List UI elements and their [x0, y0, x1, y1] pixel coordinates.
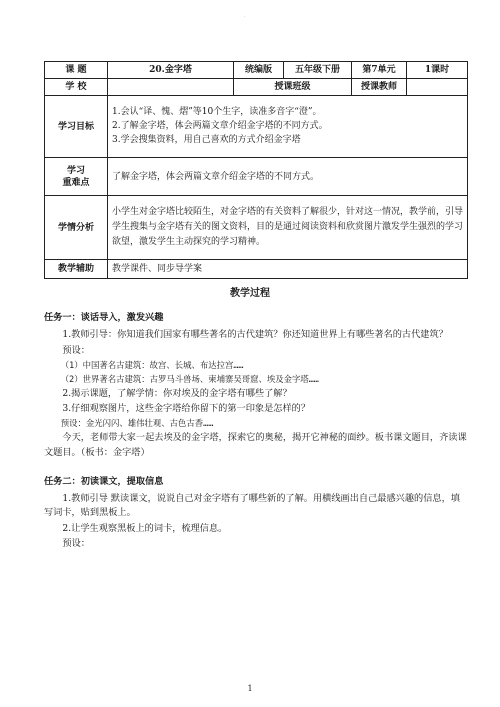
grade: 五年级下册	[284, 62, 352, 79]
label-teacher: 授课教师	[352, 79, 407, 96]
label-class: 授课班级	[234, 79, 352, 96]
task1-preset-item: （1）中国著名古建筑：故宫、长城、布达拉宫……	[60, 359, 244, 370]
label-topic: 课 题	[45, 62, 108, 79]
label-key-points-line1: 学习	[66, 165, 85, 176]
process-title: 教学过程	[230, 288, 270, 299]
label-key-points	[45, 158, 108, 196]
task1-preset-item: 预设：金光闪闪、雄伟壮观、古色古香……	[60, 418, 214, 429]
lesson-info-table	[44, 61, 468, 279]
unit: 第7单元	[352, 62, 407, 79]
label-aids: 教学辅助	[45, 260, 108, 279]
row-school	[45, 79, 468, 96]
page-number: 1	[247, 684, 253, 693]
process-body	[44, 305, 467, 552]
row-aids	[45, 260, 468, 279]
label-analysis: 学情分析	[45, 196, 108, 260]
analysis-content: 小学生对金字塔比较陌生，对金字塔的有关资料了解很少，针对这一情况，教学前，引导学生搜集与金字塔有关的图文资料，目的是通过阅读资料和欣赏图片激发学生强烈的学习欲望，激发学生主动探究的学习精神。	[108, 196, 468, 260]
task1-paragraph: 1.教师引导：你知道我们国家有哪些著名的古代建筑？你还知道世界上有哪些著名的古代建筑？	[62, 329, 448, 341]
task1-paragraph: 今天，老师带大家一起去埃及的金字塔，探索它的奥秘，揭开它神秘的面纱。板书课文题目，齐读课文题目。（板书：金字塔）	[44, 432, 467, 458]
task1-preset-item: （2）世界著名古建筑：古罗马斗兽场、柬埔寨吴哥窟、埃及金字塔……	[60, 373, 319, 384]
task2-paragraph: 1.教师引导 默读课文，说说自己对金字塔有了哪些新的了解。用横线画出自己最感兴趣的信息，填写词卡，贴到黑板上。	[44, 493, 460, 519]
goal-item: 3.学会搜集资料，用自己喜欢的方式介绍金字塔	[112, 134, 301, 145]
goal-item: 2.了解金字塔，体会两篇文章介绍金字塔的不同方式。	[112, 120, 328, 131]
label-school: 学 校	[45, 79, 108, 96]
task1-title: 任务一：谈话导入，激发兴趣	[44, 312, 164, 323]
task1-paragraph: 2.揭示课题，了解学情：你对埃及的金字塔有哪些了解？	[62, 387, 292, 399]
task2-title: 任务二：初读课文，提取信息	[44, 475, 164, 487]
aids-content: 教学课件、同步导学案	[108, 260, 468, 279]
goals-content	[108, 96, 468, 158]
lesson-title: 20.金字塔	[108, 62, 234, 79]
label-goals: 学习目标	[45, 96, 108, 158]
task1-preset-label: 预设：	[62, 344, 90, 356]
goal-item: 1.会认“译、愧、熠”等10个生字，读准多音字“澄”。	[112, 106, 322, 117]
page-top-mark: ·	[244, 14, 246, 20]
row-topic	[45, 62, 468, 79]
row-key-points	[45, 158, 468, 196]
class-hours: 1课时	[407, 62, 468, 79]
key-points-content: 了解金字塔，体会两篇文章介绍金字塔的不同方式。	[108, 158, 468, 196]
task1-paragraph: 3.仔细观察图片，这些金字塔给你留下的第一印象是怎样的？	[62, 403, 311, 415]
label-key-points-line2: 重难点	[62, 177, 90, 188]
row-goals	[45, 96, 468, 158]
school-value	[108, 79, 234, 96]
task2-preset-label: 预设：	[62, 537, 90, 549]
task2-paragraph: 2.让学生观察黑板上的词卡，梳理信息。	[62, 522, 228, 534]
row-analysis	[45, 196, 468, 260]
teacher-value	[407, 79, 468, 96]
edition: 统编版	[234, 62, 284, 79]
